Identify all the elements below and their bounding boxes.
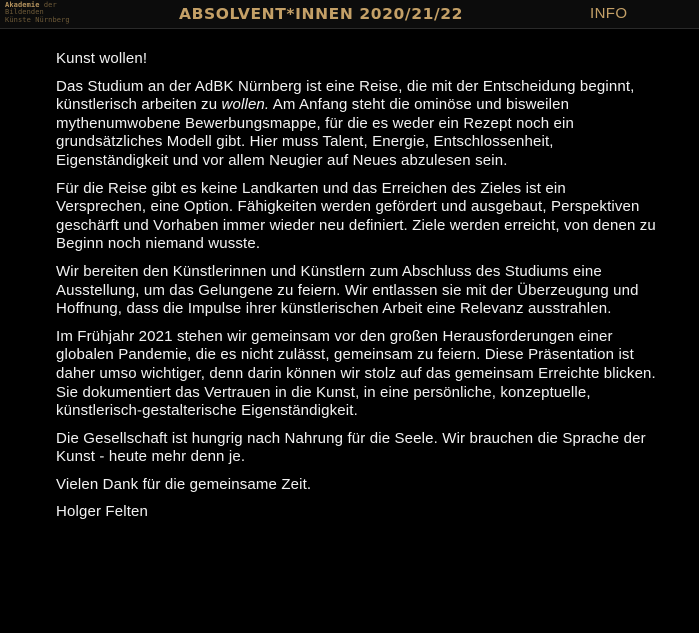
paragraph-3: Wir bereiten den Künstlerinnen und Künstlern zum Abschluss des Studiums eine Ausstellung, um das Gelungene zu feiern. Wir entlassen sie mit der Überzeugung und Hoffnung, dass die Impulse ihrer künstlerischen Arbeit eine Relevanz ausstrahlen. xyxy=(56,262,639,318)
paragraph-6: Vielen Dank für die gemeinsame Zeit. xyxy=(56,475,312,493)
paragraph-1 xyxy=(56,78,656,171)
article-text xyxy=(56,50,656,531)
paragraph-4: Im Frühjahr 2021 stehen wir gemeinsam vor den großen Herausforderungen einer globalen Pandemie, die es nicht zulässt, gemeinsam zu feiern. Diese Präsentation ist daher umso wichtiger, denn darin können wir stolz auf das gemeinsam Erreichte blicken. Sie dokumentiert das Vertrauen in die Kunst, in eine persönliche, konzeptuelle, künstlerisch-gestalterische Eigenständigkeit. xyxy=(56,327,656,420)
logo-word-der: der xyxy=(39,1,57,9)
academy-logo-link[interactable] xyxy=(5,2,70,24)
logo-line-3: Künste Nürnberg xyxy=(5,15,70,24)
paragraph-1-emphasis: wollen. xyxy=(221,96,270,114)
paragraph-5: Die Gesellschaft ist hungrig nach Nahrung für die Seele. Wir brauchen die Sprache der Kunst - heute mehr denn je. xyxy=(56,429,646,466)
site-title-link[interactable]: ABSOLVENT*INNEN 2020/21/22 xyxy=(179,5,463,23)
paragraph-1-start: Das Studium an der AdBK Nürnberg ist eine Reise, die mit der Entscheidung beginnt, künstlerisch arbeiten zu xyxy=(56,77,635,114)
logo-word-akademie: Akademie xyxy=(5,1,40,9)
info-nav-link[interactable]: INFO xyxy=(590,5,628,22)
article-heading: Kunst wollen! xyxy=(56,50,148,67)
signature: Holger Felten xyxy=(56,503,148,521)
logo-line-2: Bildenden xyxy=(5,8,44,17)
paragraph-2: Für die Reise gibt es keine Landkarten und das Erreichen des Zieles ist ein Versprechen, eine Option. Fähigkeiten werden gefördert und ausgebaut, Perspektiven geschärft und Vorhaben immer wieder neu definiert. Ziele werden erreicht, von denen zu Beginn noch niemand wusste. xyxy=(56,179,656,253)
top-navigation-bar xyxy=(0,0,699,29)
paragraph-1-end: Am Anfang steht die ominöse und bisweilen mythenumwobene Bewerbungsmappe, für die es weder ein Rezept noch ein grundsätzliches Modell gibt. Hier muss Talent, Energie, Entschlossenheit, Eigenständigkeit und vor allem Neugier auf Neues abzulesen sein. xyxy=(56,96,575,169)
